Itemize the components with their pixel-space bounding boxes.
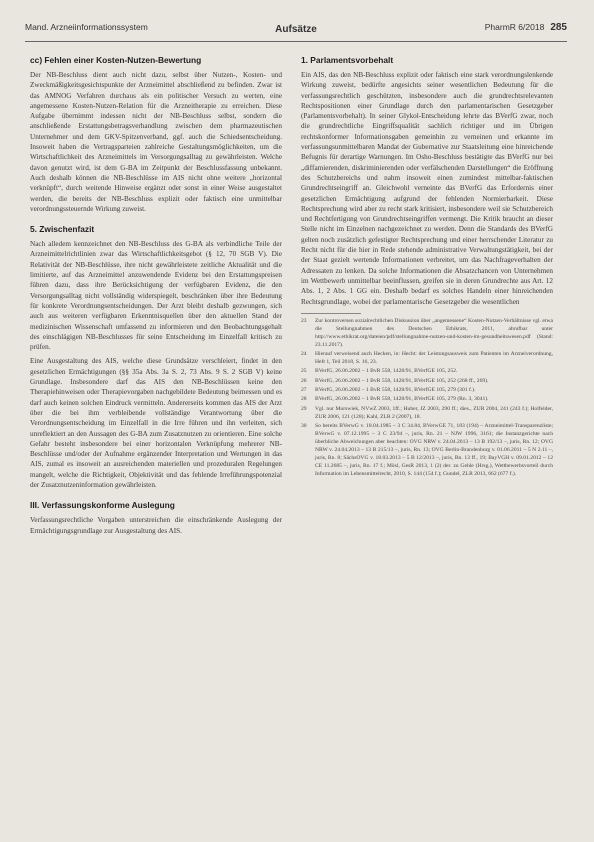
section-1-heading: 1. Parlamentsvorbehalt	[301, 55, 394, 65]
section-cc-heading: cc) Fehlen einer Kosten-Nutzen-Bewertung	[30, 55, 202, 65]
footnote-number: 24	[301, 350, 307, 357]
running-head-section: Aufsätze	[275, 24, 317, 35]
running-head-left: Mand. Arzneiinformationssystem	[25, 22, 148, 32]
footnote	[301, 396, 553, 404]
footnote-text: BVerfG, 26.06.2002 – 1 BvR 558, 1428/91, BVerfGE 105, 252 (268 ff., 269).	[315, 377, 489, 384]
footnote	[301, 423, 553, 478]
section-iii-paragraph: Verfassungsrechtliche Vorgaben unterstreichen die einschränkende Auslegung der Ermächtigungsgrundlage zur Ausgestaltung des AIS.	[30, 516, 282, 535]
section-iii-heading: III. Verfassungskonforme Auslegung	[30, 500, 175, 511]
footnote-rule	[301, 313, 361, 314]
footnotes	[301, 318, 553, 479]
footnote-number: 26	[301, 377, 307, 384]
footnote	[301, 406, 553, 422]
running-head-right	[485, 22, 567, 33]
left-column	[30, 55, 282, 536]
footnote	[301, 351, 553, 367]
footnote-number: 30	[301, 423, 307, 430]
journal-issue: PharmR 6/2018	[484, 22, 545, 32]
section-5-paragraph-1: Nach alledem kennzeichnet den NB-Beschluss des G-BA als verbindliche Teile der Arzneimittelrichtlinien zwar das Wirtschaftlichkeitsgebot (§ 12, 70 SGB V). Die Relativität der NB-Beschlüsse, ihre nicht gewährleistete zeitliche Aktualität und die limitierte, auf das Arzneimittel anzuwendende Evidenz bei den Erstattungspreisen führen dazu, dass ihre Berücksichtigung der verfügbaren Evidenz, die den Versorgungsalltag nicht vollständig widerspiegelt, beschränken über ihre Bedeutung für konkrete Verordnungsentscheidungen. Der Arzt bleibt deshalb gezwungen, sich auch aus weiteren verfügbaren Erkenntnisquellen über den aktuellen Stand der medizinischen Wissenschaft umfassend zu informieren und den Beobachtungsgehalt des einschlägigen NB-Beschlusses für seine Entscheidung im Einzelfall kritisch zu prüfen.	[30, 240, 282, 352]
footnote-text: So bereits BVerwG v. 18.04.1985 – 3 C 34.84, BVerwGE 71, 183 (194) – Arzneimittel-Transparenzliste; BVerwG v. 07.12.1995 – 3 C 23/94 –, juris, Rn. 21 – NJW 1996, 3161; die Instanzgerichte nach überbliche Abweichungen aber beachten: OVG NRW v. 24.04.2013 – 13 B 192/13 –, juris, Rn. 12; OVG NRW v. 24.04.2013 – 13 B 215/13 –, juris, Rn. 13; OVG Berlin-Brandenburg v. 01.06.2011 – 5 N 2.11 –, juris, Rn. 8; SächsOVG v. 18.03.2013 – 5 B 12/2013 –, juris, Rn. 13 ff., 19; BayVGH v. 09.01.2012 – 12 CE 11.2685 –, juris, Rn. 17 f.; Mösl, GesR 2013, 1 (2) der. zu Gehle (Hrsg.), Wettbewerbsvorteil durch Information im Lebensmittelrecht, 2010, S. 144 (154 f.); Gundel, ZLR 2013, 662 (677 f.).	[315, 423, 553, 477]
footnote-number: 27	[301, 387, 307, 394]
footnote	[301, 387, 553, 395]
footnote-text: Vgl. nur Murswiek, NVwZ 2003, 1ff.; Huber, JZ 2003, 290 ff.; dies., ZUR 2004, 241 (243 f.); Holfelder, ZUR 2006, 121 (128); Kahl, ZLR 2 (2007), 18.	[315, 405, 553, 420]
footnote-text: Hierauf verweisend auch Hecken, in: Hecht: der Leistungsausweis zum Patienten im Arzneiverordnung, Heft 1, Teil 2018, S. 16, 23.	[315, 350, 553, 365]
footnote-number: 29	[301, 405, 307, 412]
section-1-paragraph: Ein AIS, das den NB-Beschluss explizit oder faktisch eine stark verordnungslenkende Wirkung zuweist, bedürfte angesichts seiner wesentlichen Bedeutung für die verfassungsrechtlich geschützten, insbesondere auch die grundrechtsrelevanten Rechtspositionen einer Grundlage durch den parlamentarischen Gesetzgeber (Parlamentsvorbehalt). In seiner Glykol-Entscheidung lehrte das BVerfG zwar, noch die grundrechtliche Eingriffsqualität sachlich richtiger und im Übrigen rechtskonformer Informationsgaben gemeinhin zu verneinen und erkannte im verfassungsunmittelbaren Mandat der Gubernative zur Staatsleitung eine hinreichende Befugnis für derartige Warnungen. Im Osho-Beschluss bestätigte das BVerfG nur bei „diffamierenden, diskriminierenden oder verfälschenden Darstellungen“ die Eröffnung des Schutzbereichs und nahm insoweit einen zumindest mittelbar-faktischen Grundrechtseingriff an. Gleichwohl verneinte das BVerfG das Erfordernis einer gesetzlichen Ermächtigung aufgrund der fehlenden Normierbarkeit. Diese Rechtsprechung wird aber zu recht stark kritisiert, insbesondere weil sie Schutzbereich und Rechtfertigung von Grundrechtseingriffen vermengt. Die Kritik braucht an dieser Stelle nicht im Einzelnen nachgezeichnet zu werden. Denn die Standards des BVerfG gelten noch zusätzlich gefestigter Rechtsprechung und einer herrschender Literatur zu Recht nicht für die hier in Rede stehende administrative Verwaltungstätigkeit, bei der der Staat gezielt wertende Informationen verbreitet, um das Nachfrageverhalten der Adressaten zu lenken. Da solche Informationen die Absatzchancen von Unternehmen im Wettbewerb unmittelbar beeinflussen, greifen sie in deren Grundrechte aus Art. 12 Abs. 1, 2 Abs. 1 GG ein. Deshalb bedarf es solches Handeln einer hinreichenden Rechtsgrundlage, wobei der parlamentarische Gesetzgeber die wesentlichen	[301, 71, 553, 306]
footnote	[301, 378, 553, 386]
footnote	[301, 318, 553, 350]
header-rule	[25, 41, 567, 42]
page-number: 285	[550, 22, 567, 33]
section-5-heading: 5. Zwischenfazit	[30, 224, 95, 235]
footnote-number: 23	[301, 317, 307, 324]
right-column	[301, 55, 553, 480]
footnote-text: BVerfG, 26.06.2002 – 1 BvR 558, 1428/91, BVerfGE 105, 279 (301 f.).	[315, 387, 476, 394]
footnote-text: BVerfG, 26.06.2002 – 1 BvR 558, 1428/91, BVerfGE 105, 279 (Rn. 3, 3041).	[315, 396, 489, 403]
footnote-text: Zur kontroversen sozialrechtlichen Diskussion über „angemessene“ Kosten-Nutzen-Verhältnisse vgl. etwa die Stellungnahmen des Deutschen Ethikrats, 2011, abrufbar unter http://www.ethikrat.org/dateien/pdf/stellungnahme-nutzen-und-kosten-im-gesundheitswesen.pdf (Stand: 23.11.2017).	[315, 317, 553, 348]
footnote-text: BVerfG, 26.06.2002 – 1 BvR 558, 1428/91, BVerfGE 105, 252.	[315, 368, 458, 375]
footnote	[301, 368, 553, 376]
section-cc-paragraph: Der NB-Beschluss dient auch nicht dazu, selbst über Nutzen-, Kosten- und Zweckmäßigkeitsgesichtspunkte der Arzneimittel abschließend zu befinden. Zwar ist das AMNOG Verfahren durchaus als ein politischer Versuch zu werten, eine angemessene Kosten-Nutzen-Relation für die Arzneitherapie zu erreichen. Diese Aufgabe übernimmt indessen nicht der NB-Beschluss selbst, sondern die anschließende Erstattungsbetragsverhandlung zwischen dem pharmazeutischen Unternehmer und dem GKV-Spitzenverband, ggf. auch die Schiedsentscheidung. Insoweit haben die Vertragsparteien zahlreiche Gestaltungsmöglichkeiten, um die Wirtschaftlichkeit des Arzneimittels im Versorgungsalltag zu gewährleisten. Welche davon genutzt wird, ist dem G-BA im Zeitpunkt der Beschlussfassung unbekannt. Auch deshalb können die NB-Beschlüsse im AIS nicht ohne weitere „horizontal verknüpft“, durch weitende Hinweise ergänzt oder sonst in einer Weise ausgestaltet werden, die bereits der NB-Beschluss explizit oder faktisch eine unmittelbar verordnungssteuernde Wirkung zuweist.	[30, 71, 282, 213]
running-head	[25, 20, 567, 34]
footnote-number: 25	[301, 368, 307, 375]
footnote-number: 28	[301, 396, 307, 403]
section-5-paragraph-2: Eine Ausgestaltung des AIS, welche diese Grundsätze verschleiert, findet in den gesetzlichen Ermächtigungen (§§ 35a Abs. 3a S. 2, 73 Abs. 9 S. 2 SGB V) keine Grundlage. Insbesondere darf das AIS den NB-Beschlüssen keine den Therapiehinweisen oder Therapievorgaben nachgebildete Bedeutung beimessen und es darf auch keinen solchen Eindruck vermitteln. Andererseits kommen das AIS der Arzt über die bei ihm verbleibende vollständige Verantwortung über die Verordnungsentscheidung im Einzelfall in die Irre führen und ihn verleiten, sich unreflektiert an den Aussagen des G-BA zum Zusatznutzen zu orientieren. Eine solche Gefahr besteht insbesondere bei einer horizontalen Verknüpfung mehrerer NB-Beschlüsse und/oder der Aufnahme ergänzender Interpretation und Wertungen in das AIS, zumal es insoweit an ausreichenden materiellen und prozeduralen Regelungen mangelt, welche die Richtigkeit, Objektivität und das fehlende Irreführungspotenzial der Zusatznutzeninformation gewährleisten.	[30, 357, 282, 489]
